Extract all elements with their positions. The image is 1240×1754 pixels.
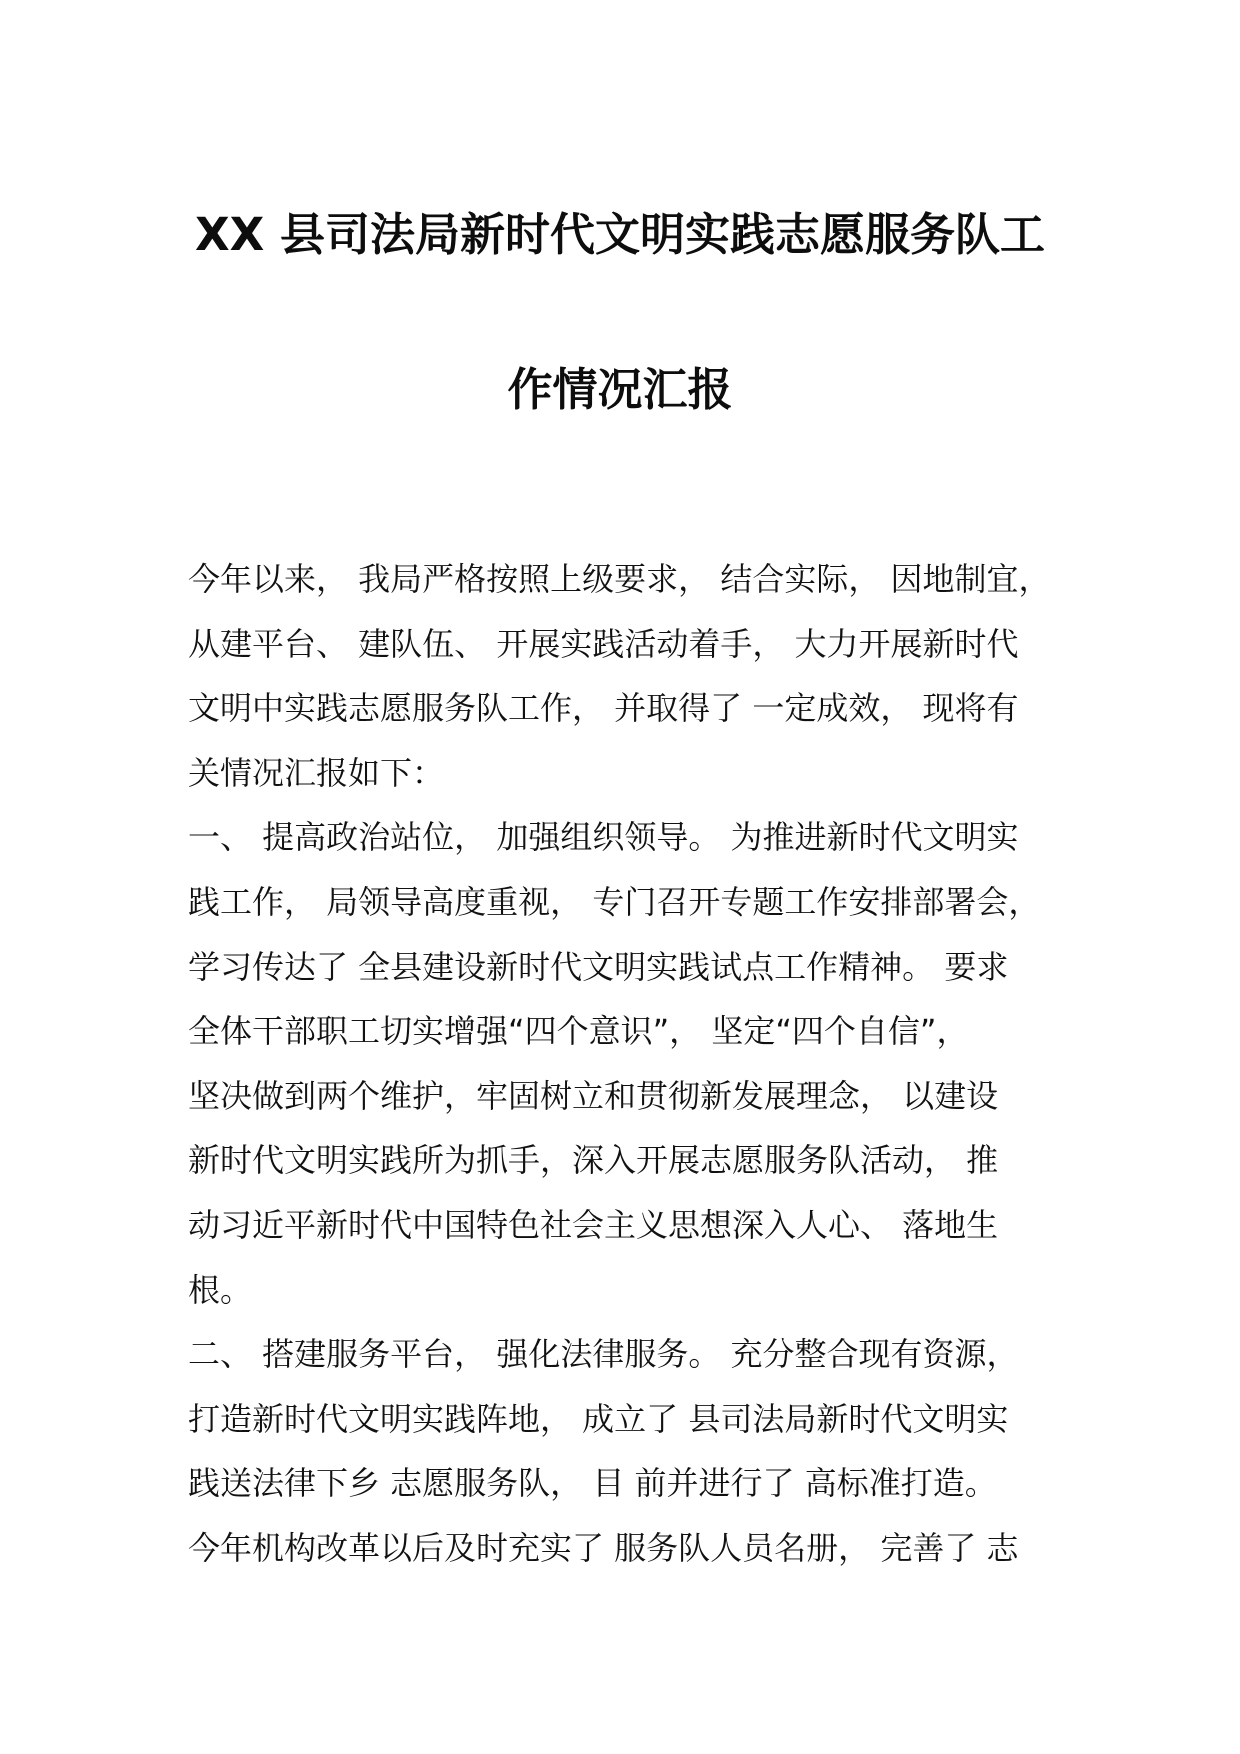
body-line: 学习传达了 全县建设新时代文明实践试点工作精神。 要求 <box>188 947 1009 986</box>
body-line: 践送法律下乡 志愿服务队， 目 前并进行了 高标准打造。 <box>188 1464 997 1503</box>
body-line: 从建平台、 建队伍、 开展实践活动着手， 大力开展新时代 <box>188 624 1019 663</box>
body-line: 今年机构改革以后及时充实了 服务队人员名册， 完善了 志 <box>188 1528 1019 1567</box>
body-line: 二、 搭建服务平台， 强化法律服务。 充分整合现有资源， <box>188 1335 1019 1374</box>
body-line: 根。 <box>188 1270 253 1309</box>
body-line: 今年以来， 我局严格按照上级要求， 结合实际， 因地制宜， <box>188 560 1051 598</box>
document-title-line-2: 作情况汇报 <box>507 363 733 416</box>
body-line: 新时代文明实践所为抓手，深入开展志愿服务队活动， 推 <box>188 1141 999 1180</box>
body-line: 全体干部职工切实增强“四个意识”， 坚定“四个自信”， <box>188 1012 969 1051</box>
document-title-line-1: XX 县司法局新时代文明实践志愿服务队工 <box>194 208 1046 261</box>
body-line: 文明中实践志愿服务队工作， 并取得了 一定成效， 现将有 <box>188 689 1019 728</box>
body-line: 关情况汇报如下： <box>188 753 445 792</box>
body-line: 动习近平新时代中国特色社会主义思想深入人心、 落地生 <box>188 1205 999 1244</box>
body-line: 一、 提高政治站位， 加强组织领导。 为推进新时代文明实 <box>188 818 1019 857</box>
body-line: 践工作， 局领导高度重视， 专门召开专题工作安排部署会， <box>188 882 1041 921</box>
body-line: 打造新时代文明实践阵地， 成立了 县司法局新时代文明实 <box>188 1399 1009 1438</box>
body-line: 坚决做到两个维护，牢固树立和贯彻新发展理念， 以建设 <box>188 1076 999 1115</box>
document-body <box>188 547 1088 1581</box>
